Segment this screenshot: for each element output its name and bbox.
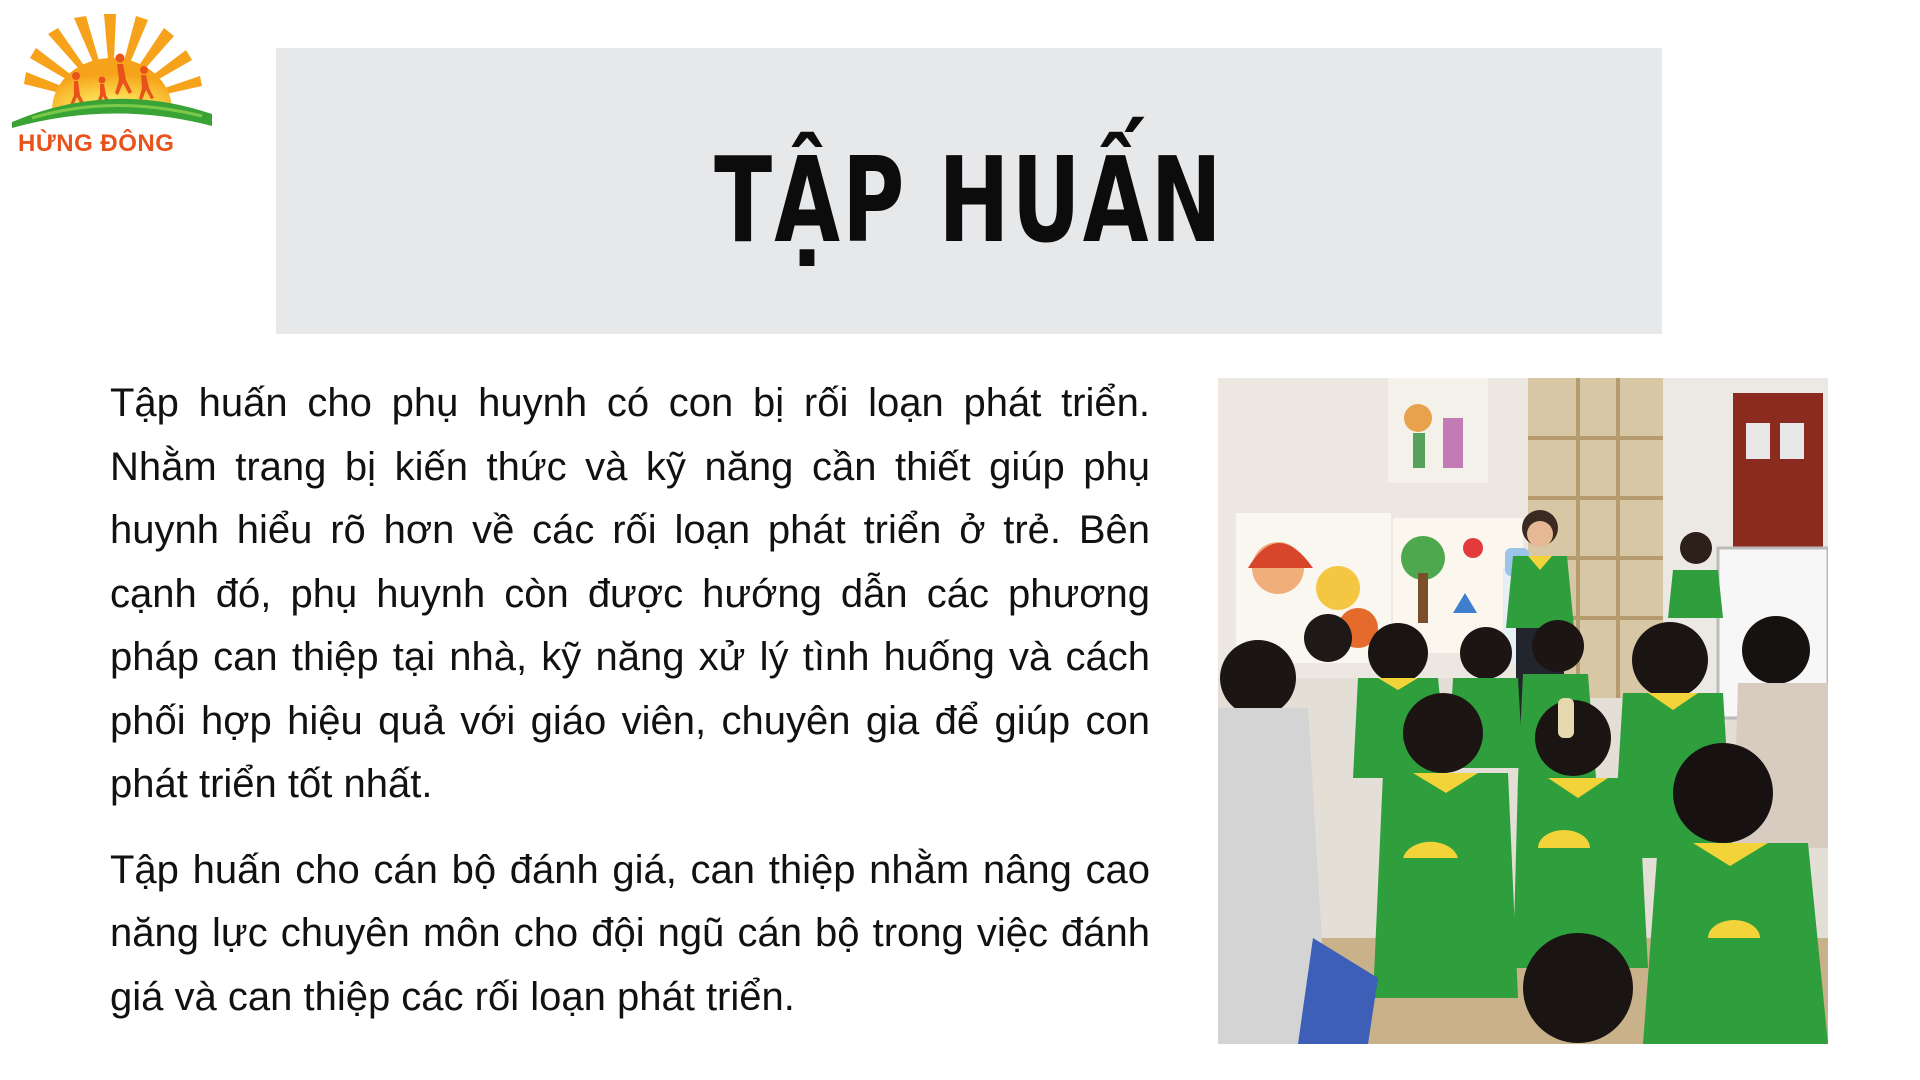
paragraph-staff: Tập huấn cho cán bộ đánh giá, can thiệp nhằm nâng cao năng lực chuyên môn cho đội ngũ cán bộ trong việc đánh giá và can thiệp các rối loạn phát triển. xyxy=(110,847,1150,1019)
logo-text: HỪNG ĐÔNG xyxy=(18,130,175,157)
training-photo xyxy=(1218,378,1828,1044)
training-classroom-image xyxy=(1218,378,1828,1044)
title-banner xyxy=(276,48,1662,334)
sunrise-logo-icon xyxy=(12,14,212,134)
paragraph-parents: Tập huấn cho phụ huynh có con bị rối loạn phát triển. Nhằm trang bị kiến thức và kỹ năng cần thiết giúp phụ huynh hiểu rõ hơn về các rối loạn phát triển ở trẻ. Bên cạnh đó, phụ huynh còn được hướng dẫn các phương pháp can thiệp tại nhà, kỹ năng xử lý tình huống và cách phối hợp hiệu quả với giáo viên, chuyên gia để giúp con phát triển tốt nhất. xyxy=(110,381,1150,806)
content-text xyxy=(110,372,1150,1051)
logo xyxy=(12,14,212,164)
page-title: TẬP HUẤN xyxy=(714,131,1224,269)
